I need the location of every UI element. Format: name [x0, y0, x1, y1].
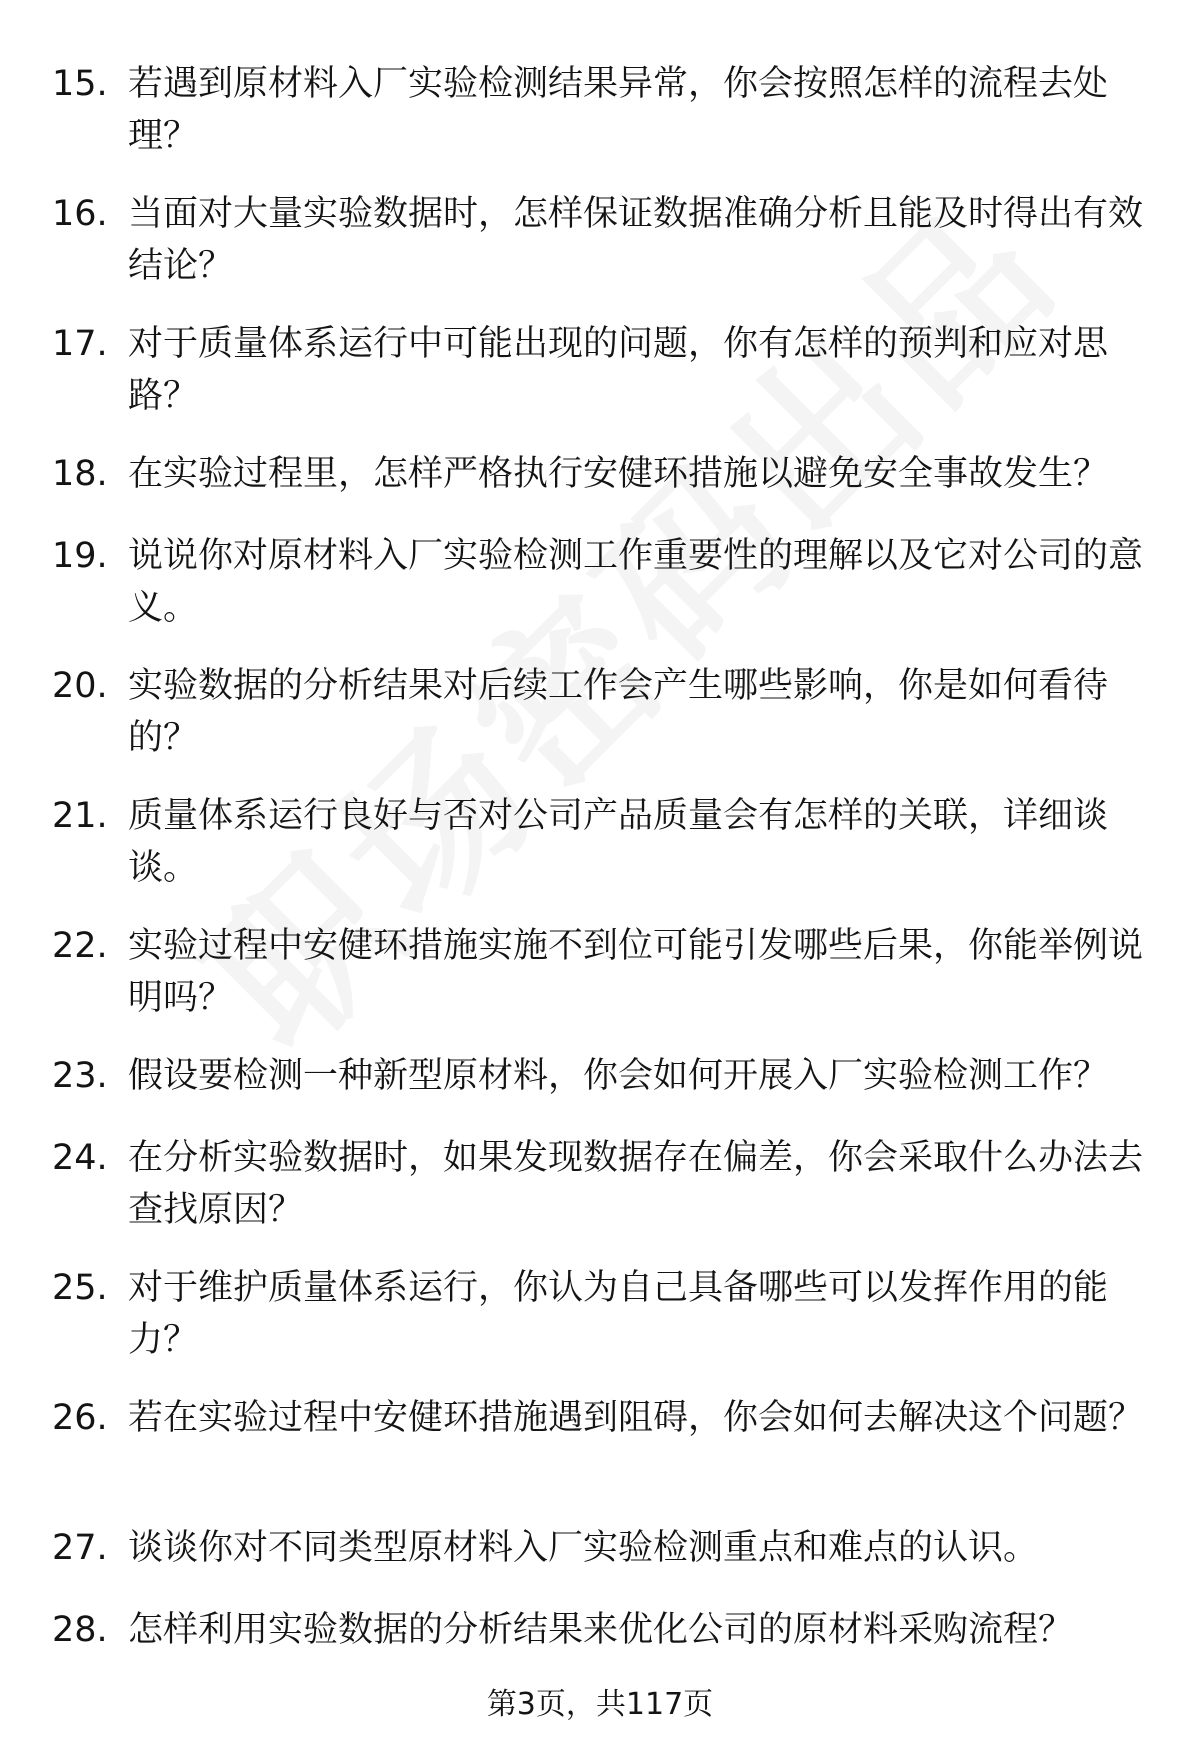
question-text: 若在实验过程中安健环措施遇到阻碍，你会如何去解决这个问题？: [128, 1398, 1144, 1438]
question-text: 谈谈你对不同类型原材料入厂实验检测重点和难点的认识。: [128, 1528, 1039, 1568]
question-number: 17.: [52, 324, 108, 364]
question-item: [0, 1522, 1200, 1604]
question-item: [0, 1050, 1200, 1132]
question-text: 实验过程中安健环措施实施不到位可能引发哪些后果，你能举例说明吗？: [128, 926, 1144, 1018]
question-number: 23.: [52, 1056, 108, 1096]
question-number: 27.: [52, 1528, 108, 1568]
question-number: 21.: [52, 796, 108, 836]
question-number: 15.: [52, 64, 108, 104]
question-item: [0, 188, 1200, 318]
question-text: 在实验过程里，怎样严格执行安健环措施以避免安全事故发生？: [128, 454, 1109, 494]
question-item: [0, 530, 1200, 660]
question-text: 当面对大量实验数据时，怎样保证数据准确分析且能及时得出有效结论？: [128, 194, 1144, 286]
question-text: 怎样利用实验数据的分析结果来优化公司的原材料采购流程？: [128, 1610, 1074, 1650]
question-number: 22.: [52, 926, 108, 966]
question-text: 说说你对原材料入厂实验检测工作重要性的理解以及它对公司的意义。: [128, 536, 1144, 628]
question-number: 19.: [52, 536, 108, 576]
question-item: [0, 58, 1200, 188]
question-text: 实验数据的分析结果对后续工作会产生哪些影响，你是如何看待的？: [128, 666, 1109, 758]
question-text: 在分析实验数据时，如果发现数据存在偏差，你会采取什么办法去查找原因？: [128, 1138, 1144, 1230]
question-number: 24.: [52, 1138, 108, 1178]
question-item: [0, 448, 1200, 530]
question-list: [0, 58, 1200, 1686]
question-item: [0, 318, 1200, 448]
question-item: [0, 790, 1200, 920]
question-number: 20.: [52, 666, 108, 706]
question-text: 质量体系运行良好与否对公司产品质量会有怎样的关联，详细谈谈。: [128, 796, 1109, 888]
question-item: [0, 1392, 1200, 1522]
question-text: 对于维护质量体系运行，你认为自己具备哪些可以发挥作用的能力？: [128, 1268, 1109, 1360]
question-number: 25.: [52, 1268, 108, 1308]
question-number: 26.: [52, 1398, 108, 1438]
question-item: [0, 1132, 1200, 1262]
question-number: 18.: [52, 454, 108, 494]
question-text: 假设要检测一种新型原材料，你会如何开展入厂实验检测工作？: [128, 1056, 1109, 1096]
question-number: 16.: [52, 194, 108, 234]
question-item: [0, 660, 1200, 790]
question-item: [0, 1604, 1200, 1686]
page-footer: 第3页，共117页: [486, 1687, 714, 1722]
question-number: 28.: [52, 1610, 108, 1650]
question-item: [0, 920, 1200, 1050]
question-text: 对于质量体系运行中可能出现的问题，你有怎样的预判和应对思路？: [128, 324, 1109, 416]
question-item: [0, 1262, 1200, 1392]
question-text: 若遇到原材料入厂实验检测结果异常，你会按照怎样的流程去处理？: [128, 64, 1109, 156]
